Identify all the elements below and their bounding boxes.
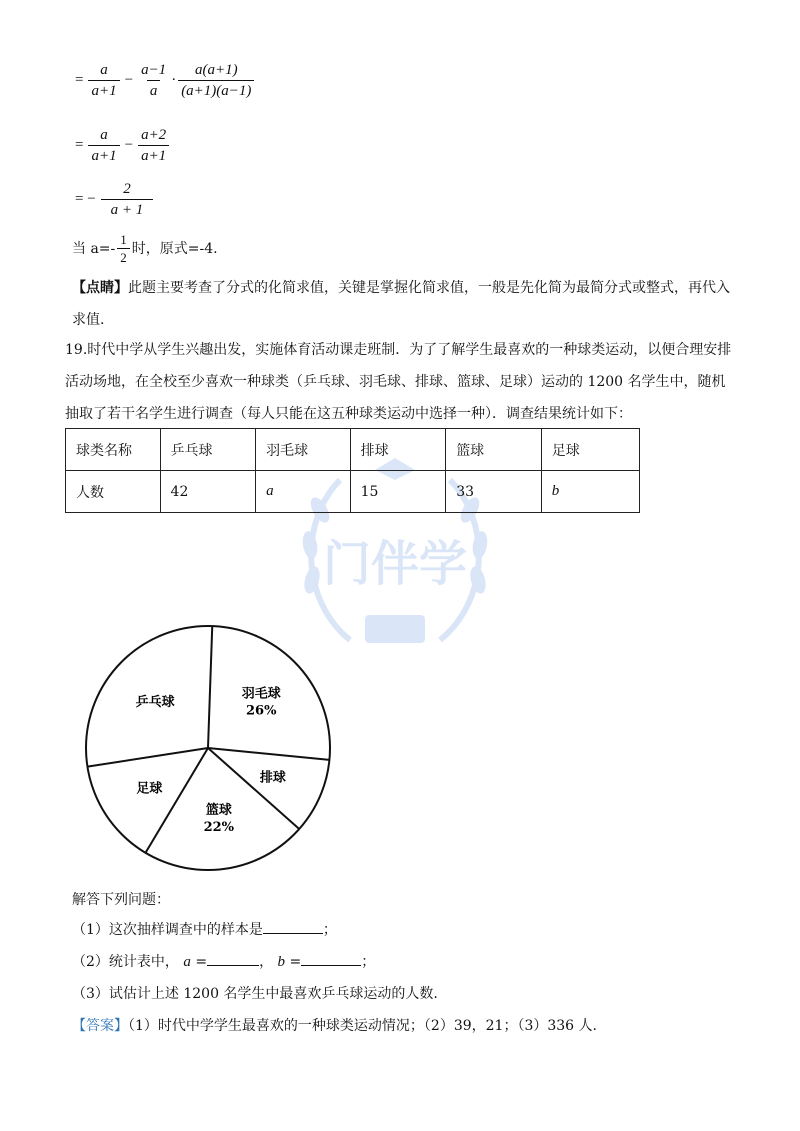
- table-header-row: [66, 429, 640, 471]
- question-19-text: 19.时代中学从学生兴趣出发，实施体育活动课走班制．为了了解学生最喜欢的一种球类运动，以便合理安排活动场地，在全校至少喜欢一种球类（乒乓球、羽毛球、排球、篮球、足球）运动的 1200 名学生中，随机抽取了若干名学生进行调查（每人只能在这五种球类运动中选择一种）．调查结果统计如下：: [65, 342, 732, 422]
- equation-line-3: [72, 174, 155, 224]
- fraction: [117, 232, 130, 265]
- table-cell: 15: [350, 471, 446, 513]
- question-3: （3）试估计上述 1200 名学生中最喜欢乒乓球运动的人数.: [72, 986, 438, 1002]
- answer-blank[interactable]: [263, 919, 323, 934]
- question-1-end: ；: [322, 922, 337, 938]
- table-cell: 33: [446, 471, 542, 513]
- pie-slice-percent: 22%: [203, 819, 235, 835]
- denominator: a+1: [88, 80, 119, 100]
- table-cell: b: [541, 471, 639, 513]
- fraction: [88, 126, 119, 165]
- fraction: [138, 126, 169, 165]
- question-1: [72, 916, 337, 944]
- watermark-text: 门伴学: [322, 536, 468, 592]
- numerator: a+2: [141, 126, 167, 143]
- fraction: [101, 180, 154, 219]
- table-cell: 羽毛球: [256, 429, 351, 471]
- comment-label: 【点睛】: [72, 280, 128, 296]
- questions-intro: 解答下列问题：: [72, 892, 170, 908]
- table-row: [66, 471, 640, 513]
- substitution-prefix: 当 a=-: [72, 240, 116, 257]
- pie-slice-label: 排球: [259, 770, 286, 786]
- question-2-end: ；: [361, 954, 376, 970]
- separator: ，: [259, 954, 274, 970]
- variable-b: b: [277, 954, 286, 970]
- table-cell: 人数: [66, 471, 161, 513]
- substitution-suffix: 时，原式=-4.: [131, 240, 218, 257]
- answer-blank[interactable]: [301, 951, 361, 966]
- question-2: [72, 948, 375, 976]
- answer-label: 【答案】: [72, 1018, 128, 1034]
- fraction: [88, 61, 119, 100]
- question-2-prefix: （2）统计表中，: [72, 954, 179, 970]
- denominator: a+1: [138, 145, 169, 165]
- numerator: a−1: [141, 61, 167, 78]
- equals-sign: =: [75, 71, 84, 88]
- variable-a: a: [183, 954, 191, 970]
- denominator: a+1: [88, 145, 119, 165]
- table-cell: 乒乓球: [160, 429, 256, 471]
- answer-text: （1）时代中学学生最喜欢的一种球类运动情况；（2）39，21；（3）336 人.: [128, 1018, 597, 1034]
- answer-blank[interactable]: [207, 951, 259, 966]
- equals-sign: =: [75, 136, 84, 153]
- pie-slice-label: 足球: [136, 781, 163, 797]
- equation-line-2: [72, 120, 171, 170]
- table-cell: 排球: [350, 429, 446, 471]
- dot-operator: ·: [171, 71, 177, 88]
- numerator: 2: [123, 180, 131, 197]
- fraction: [178, 61, 254, 100]
- question-1-text: （1）这次抽样调查中的样本是: [72, 922, 263, 938]
- table-cell: 42: [160, 471, 256, 513]
- minus-sign: −: [124, 136, 134, 153]
- comment-text: 此题主要考查了分式的化简求值，关键是掌握化简求值，一般是先化简为最简分式或整式，再代入求值.: [72, 280, 730, 328]
- numerator: a: [100, 61, 108, 78]
- denominator: 2: [117, 248, 130, 265]
- minus-sign: −: [124, 71, 134, 88]
- pie-slice-percent: 26%: [246, 703, 277, 719]
- table-cell: a: [256, 471, 351, 513]
- answer-line: [72, 1012, 597, 1040]
- pie-slice-label: 羽毛球: [241, 686, 281, 702]
- table-cell: 足球: [541, 429, 639, 471]
- table-cell: 球类名称: [66, 429, 161, 471]
- equation-line-1: [72, 55, 256, 105]
- denominator: (a+1)(a−1): [178, 80, 254, 100]
- pie-slice-label: 篮球: [205, 802, 232, 818]
- equals-sign: =: [289, 954, 302, 970]
- equals-sign: = −: [75, 190, 96, 207]
- substitution-line: [72, 232, 218, 265]
- denominator: a: [147, 80, 161, 100]
- numerator: a: [100, 126, 108, 143]
- pie-chart: [80, 620, 340, 880]
- fraction: [138, 61, 169, 100]
- denominator: a + 1: [101, 199, 154, 219]
- stats-table: [65, 428, 640, 513]
- pie-slice-label: 乒乓球: [135, 695, 175, 711]
- comment-paragraph: [72, 272, 732, 336]
- table-cell: 篮球: [446, 429, 542, 471]
- numerator: a(a+1): [194, 61, 238, 78]
- equals-sign: =: [195, 954, 208, 970]
- numerator: 1: [120, 232, 127, 247]
